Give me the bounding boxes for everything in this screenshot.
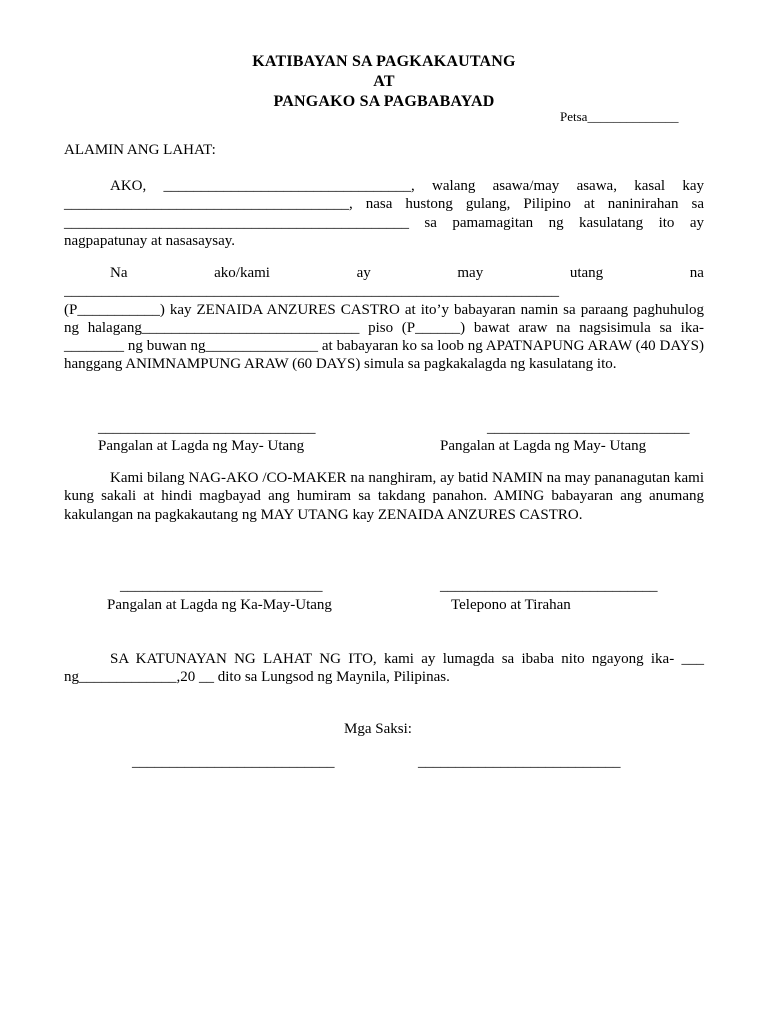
- declaration-paragraph: AKO, _________________________________, walang asawa/may asawa, kasal kay ______________________________________, nasa hustong gulang, Pilipino at naninirahan sa ______________________________________________ sa pamamagitan ng kasulatang ito ay nagpapatunay at nasasaysay.: [64, 178, 704, 249]
- debt-paragraph: [64, 264, 704, 374]
- witness-signature-line-2: ___________________________: [418, 754, 621, 770]
- word-na: Na: [110, 265, 128, 281]
- word-utang: utang: [569, 265, 604, 281]
- salutation: ALAMIN ANG LAHAT:: [64, 142, 216, 158]
- debt-paragraph-first-line: [64, 264, 704, 282]
- witnesses-label: Mga Saksi:: [344, 721, 412, 737]
- word-ako-kami: ako/kami: [214, 265, 270, 281]
- amount-blank-line: __________________________________________________________________: [64, 283, 559, 300]
- co-maker-signature-label: Pangalan at Lagda ng Ka-May-Utang: [107, 597, 332, 613]
- word-may: may: [457, 265, 484, 281]
- signature-line-debtor-2: ___________________________: [487, 420, 690, 436]
- document-subtitle: PANGAKO SA PAGBABAYAD: [273, 93, 495, 110]
- witness-signature-line-1: ___________________________: [132, 754, 335, 770]
- document-title: KATIBAYAN SA PAGKAKAUTANG: [252, 53, 516, 70]
- word-na-2: na: [689, 265, 704, 281]
- document-title-conjunction: AT: [373, 73, 395, 90]
- signature-line-contact: _____________________________: [440, 578, 658, 594]
- co-maker-paragraph: Kami bilang NAG-AKO /CO-MAKER na nanghiram, ay batid NAMIN na may pananagutan kami kung sakali at hindi magbayad ang humiram sa takdang panahon. AMING babayaran ang anumang kakulangan na pagkakautang ng MAY UTANG kay ZENAIDA ANZURES CASTRO.: [64, 470, 704, 523]
- debtor-2-signature-label: Pangalan at Lagda ng May- Utang: [440, 438, 647, 454]
- word-ay: ay: [356, 265, 371, 281]
- debtor-1-signature-label: Pangalan at Lagda ng May- Utang: [98, 438, 305, 454]
- signature-line-co-maker: ___________________________: [120, 578, 323, 594]
- contact-address-label: Telepono at Tirahan: [451, 597, 571, 613]
- attestation-paragraph: SA KATUNAYAN NG LAHAT NG ITO, kami ay lumagda sa ibaba nito ngayong ika- ___ ng_____________,20 __ dito sa Lungsod ng Maynila, Pilipinas.: [64, 651, 704, 686]
- date-field: Petsa______________: [560, 109, 679, 124]
- debt-paragraph-body: (P___________) kay ZENAIDA ANZURES CASTRO at ito’y babayaran namin sa paraang paghuhulog ng halagang_____________________________ piso (P______) bawat araw na nagsisimula sa ika-________ ng buwan ng_______________ at babayaran ko sa loob ng APATNAPUNG ARAW (40 DAYS) hanggang ANIMNAMPUNG ARAW (60 DAYS) simula sa pagkakalagda ng kasulatang ito.: [64, 301, 704, 373]
- signature-line-debtor-1: _____________________________: [98, 420, 316, 436]
